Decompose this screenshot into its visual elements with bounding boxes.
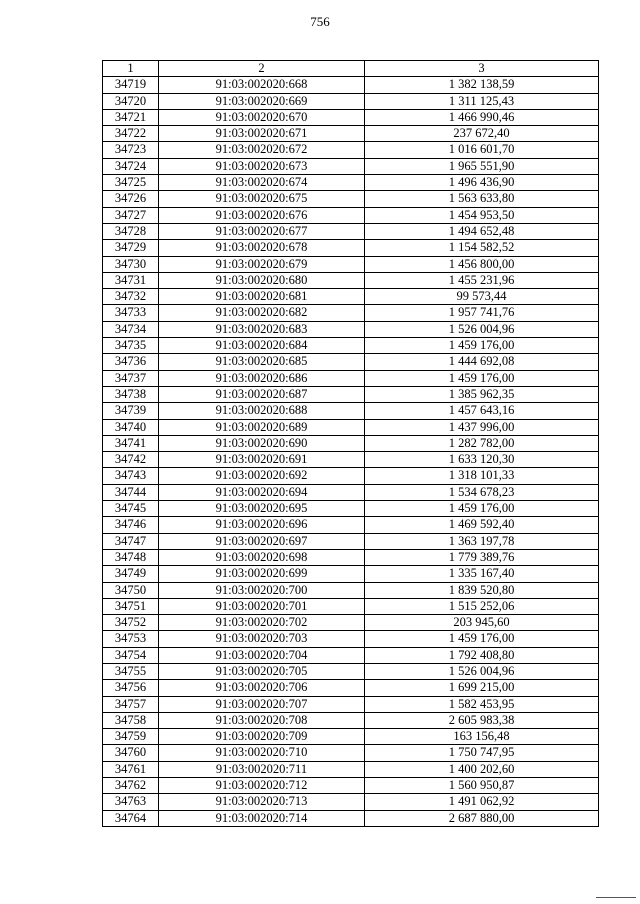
cadastral-number-cell: 91:03:002020:671 <box>159 126 365 142</box>
value-cell: 2 687 880,00 <box>365 810 599 826</box>
value-cell: 1 515 252,06 <box>365 598 599 614</box>
cadastral-number-cell: 91:03:002020:669 <box>159 93 365 109</box>
table-row <box>103 256 599 272</box>
value-cell: 1 560 950,87 <box>365 778 599 794</box>
row-number-cell: 34748 <box>103 549 159 565</box>
cadastral-number-cell: 91:03:002020:711 <box>159 761 365 777</box>
table-row <box>103 435 599 451</box>
cadastral-number-cell: 91:03:002020:674 <box>159 175 365 191</box>
row-number-cell: 34739 <box>103 403 159 419</box>
value-cell: 1 016 601,70 <box>365 142 599 158</box>
value-cell: 1 534 678,23 <box>365 484 599 500</box>
table-row <box>103 126 599 142</box>
row-number-cell: 34750 <box>103 582 159 598</box>
cadastral-number-cell: 91:03:002020:712 <box>159 778 365 794</box>
cadastral-number-cell: 91:03:002020:696 <box>159 517 365 533</box>
value-cell: 1 582 453,95 <box>365 696 599 712</box>
row-number-cell: 34721 <box>103 109 159 125</box>
table-row <box>103 386 599 402</box>
cadastral-number-cell: 91:03:002020:680 <box>159 272 365 288</box>
cadastral-number-cell: 91:03:002020:672 <box>159 142 365 158</box>
value-cell: 1 466 990,46 <box>365 109 599 125</box>
value-cell: 1 496 436,90 <box>365 175 599 191</box>
page-number: 756 <box>310 14 330 29</box>
column-header-1: 1 <box>103 61 159 77</box>
cadastral-number-cell: 91:03:002020:676 <box>159 207 365 223</box>
value-cell: 1 456 800,00 <box>365 256 599 272</box>
row-number-cell: 34731 <box>103 272 159 288</box>
table-row <box>103 191 599 207</box>
cadastral-number-cell: 91:03:002020:709 <box>159 729 365 745</box>
row-number-cell: 34756 <box>103 680 159 696</box>
value-cell: 1 385 962,35 <box>365 386 599 402</box>
value-cell: 1 459 176,00 <box>365 501 599 517</box>
value-cell: 99 573,44 <box>365 289 599 305</box>
row-number-cell: 34723 <box>103 142 159 158</box>
value-cell: 1 699 215,00 <box>365 680 599 696</box>
cadastral-number-cell: 91:03:002020:700 <box>159 582 365 598</box>
value-cell: 1 491 062,92 <box>365 794 599 810</box>
row-number-cell: 34755 <box>103 663 159 679</box>
value-cell: 1 633 120,30 <box>365 452 599 468</box>
table-row <box>103 403 599 419</box>
cadastral-number-cell: 91:03:002020:702 <box>159 615 365 631</box>
value-cell: 1 563 633,80 <box>365 191 599 207</box>
table-row <box>103 517 599 533</box>
cadastral-number-cell: 91:03:002020:681 <box>159 289 365 305</box>
table-row <box>103 680 599 696</box>
value-cell: 1 459 176,00 <box>365 370 599 386</box>
row-number-cell: 34738 <box>103 386 159 402</box>
row-number-cell: 34722 <box>103 126 159 142</box>
value-cell: 237 672,40 <box>365 126 599 142</box>
row-number-cell: 34719 <box>103 77 159 93</box>
value-cell: 1 363 197,78 <box>365 533 599 549</box>
cadastral-number-cell: 91:03:002020:670 <box>159 109 365 125</box>
value-cell: 1 382 138,59 <box>365 77 599 93</box>
table-row <box>103 582 599 598</box>
row-number-cell: 34744 <box>103 484 159 500</box>
row-number-cell: 34757 <box>103 696 159 712</box>
row-number-cell: 34743 <box>103 468 159 484</box>
table-row <box>103 77 599 93</box>
row-number-cell: 34758 <box>103 712 159 728</box>
row-number-cell: 34759 <box>103 729 159 745</box>
table-row <box>103 93 599 109</box>
cadastral-number-cell: 91:03:002020:683 <box>159 321 365 337</box>
cadastral-number-cell: 91:03:002020:714 <box>159 810 365 826</box>
cadastral-number-cell: 91:03:002020:675 <box>159 191 365 207</box>
cadastral-number-cell: 91:03:002020:684 <box>159 338 365 354</box>
row-number-cell: 34751 <box>103 598 159 614</box>
value-cell: 1 957 741,76 <box>365 305 599 321</box>
table-row <box>103 663 599 679</box>
cadastral-number-cell: 91:03:002020:673 <box>159 158 365 174</box>
row-number-cell: 34747 <box>103 533 159 549</box>
cadastral-number-cell: 91:03:002020:687 <box>159 386 365 402</box>
cadastral-number-cell: 91:03:002020:703 <box>159 631 365 647</box>
table-row <box>103 778 599 794</box>
table-row <box>103 207 599 223</box>
cadastral-number-cell: 91:03:002020:689 <box>159 419 365 435</box>
table-row <box>103 631 599 647</box>
cadastral-number-cell: 91:03:002020:679 <box>159 256 365 272</box>
row-number-cell: 34735 <box>103 338 159 354</box>
value-cell: 1 400 202,60 <box>365 761 599 777</box>
row-number-cell: 34734 <box>103 321 159 337</box>
value-cell: 1 965 551,90 <box>365 158 599 174</box>
table-row <box>103 696 599 712</box>
cadastral-number-cell: 91:03:002020:704 <box>159 647 365 663</box>
table-row <box>103 533 599 549</box>
row-number-cell: 34727 <box>103 207 159 223</box>
cadastral-number-cell: 91:03:002020:697 <box>159 533 365 549</box>
table-row <box>103 240 599 256</box>
value-cell: 1 282 782,00 <box>365 435 599 451</box>
row-number-cell: 34733 <box>103 305 159 321</box>
value-cell: 1 444 692,08 <box>365 354 599 370</box>
value-cell: 1 437 996,00 <box>365 419 599 435</box>
table-row <box>103 305 599 321</box>
value-cell: 1 457 643,16 <box>365 403 599 419</box>
row-number-cell: 34745 <box>103 501 159 517</box>
table-header-row <box>103 61 599 77</box>
cadastral-number-cell: 91:03:002020:706 <box>159 680 365 696</box>
value-cell: 203 945,60 <box>365 615 599 631</box>
footer-rule <box>596 897 636 898</box>
table-row <box>103 223 599 239</box>
value-cell: 1 459 176,00 <box>365 631 599 647</box>
table-row <box>103 272 599 288</box>
value-cell: 1 454 953,50 <box>365 207 599 223</box>
value-cell: 1 318 101,33 <box>365 468 599 484</box>
row-number-cell: 34761 <box>103 761 159 777</box>
table-row <box>103 289 599 305</box>
table-row <box>103 175 599 191</box>
row-number-cell: 34764 <box>103 810 159 826</box>
value-cell: 1 779 389,76 <box>365 549 599 565</box>
value-cell: 2 605 983,38 <box>365 712 599 728</box>
value-cell: 1 455 231,96 <box>365 272 599 288</box>
table-row <box>103 598 599 614</box>
row-number-cell: 34728 <box>103 223 159 239</box>
cadastral-number-cell: 91:03:002020:678 <box>159 240 365 256</box>
table-row <box>103 566 599 582</box>
table-row <box>103 484 599 500</box>
row-number-cell: 34730 <box>103 256 159 272</box>
row-number-cell: 34725 <box>103 175 159 191</box>
row-number-cell: 34740 <box>103 419 159 435</box>
row-number-cell: 34720 <box>103 93 159 109</box>
value-cell: 1 154 582,52 <box>365 240 599 256</box>
registry-table <box>102 60 599 827</box>
cadastral-number-cell: 91:03:002020:690 <box>159 435 365 451</box>
table-row <box>103 647 599 663</box>
row-number-cell: 34760 <box>103 745 159 761</box>
cadastral-number-cell: 91:03:002020:691 <box>159 452 365 468</box>
row-number-cell: 34726 <box>103 191 159 207</box>
row-number-cell: 34754 <box>103 647 159 663</box>
cadastral-number-cell: 91:03:002020:686 <box>159 370 365 386</box>
row-number-cell: 34742 <box>103 452 159 468</box>
value-cell: 1 750 747,95 <box>365 745 599 761</box>
table-row <box>103 761 599 777</box>
value-cell: 1 469 592,40 <box>365 517 599 533</box>
table-row <box>103 745 599 761</box>
row-number-cell: 34753 <box>103 631 159 647</box>
table-row <box>103 615 599 631</box>
cadastral-number-cell: 91:03:002020:713 <box>159 794 365 810</box>
cadastral-number-cell: 91:03:002020:685 <box>159 354 365 370</box>
table-row <box>103 729 599 745</box>
value-cell: 1 459 176,00 <box>365 338 599 354</box>
value-cell: 1 311 125,43 <box>365 93 599 109</box>
value-cell: 1 526 004,96 <box>365 663 599 679</box>
value-cell: 1 839 520,80 <box>365 582 599 598</box>
row-number-cell: 34763 <box>103 794 159 810</box>
value-cell: 1 335 167,40 <box>365 566 599 582</box>
table-row <box>103 370 599 386</box>
cadastral-number-cell: 91:03:002020:677 <box>159 223 365 239</box>
cadastral-number-cell: 91:03:002020:710 <box>159 745 365 761</box>
table-row <box>103 468 599 484</box>
cadastral-number-cell: 91:03:002020:688 <box>159 403 365 419</box>
table-row <box>103 501 599 517</box>
table-row <box>103 142 599 158</box>
row-number-cell: 34737 <box>103 370 159 386</box>
row-number-cell: 34724 <box>103 158 159 174</box>
row-number-cell: 34749 <box>103 566 159 582</box>
row-number-cell: 34732 <box>103 289 159 305</box>
row-number-cell: 34762 <box>103 778 159 794</box>
table-row <box>103 794 599 810</box>
cadastral-number-cell: 91:03:002020:694 <box>159 484 365 500</box>
cadastral-number-cell: 91:03:002020:698 <box>159 549 365 565</box>
row-number-cell: 34746 <box>103 517 159 533</box>
table-row <box>103 549 599 565</box>
value-cell: 163 156,48 <box>365 729 599 745</box>
table-body <box>103 77 599 827</box>
value-cell: 1 494 652,48 <box>365 223 599 239</box>
cadastral-number-cell: 91:03:002020:701 <box>159 598 365 614</box>
table-row <box>103 338 599 354</box>
value-cell: 1 526 004,96 <box>365 321 599 337</box>
row-number-cell: 34729 <box>103 240 159 256</box>
table-row <box>103 810 599 826</box>
row-number-cell: 34752 <box>103 615 159 631</box>
row-number-cell: 34741 <box>103 435 159 451</box>
cadastral-number-cell: 91:03:002020:668 <box>159 77 365 93</box>
cadastral-number-cell: 91:03:002020:695 <box>159 501 365 517</box>
cadastral-number-cell: 91:03:002020:707 <box>159 696 365 712</box>
cadastral-number-cell: 91:03:002020:699 <box>159 566 365 582</box>
cadastral-number-cell: 91:03:002020:692 <box>159 468 365 484</box>
cadastral-number-cell: 91:03:002020:682 <box>159 305 365 321</box>
table-row <box>103 452 599 468</box>
column-header-2: 2 <box>159 61 365 77</box>
table-row <box>103 354 599 370</box>
table-row <box>103 321 599 337</box>
table-row <box>103 109 599 125</box>
cadastral-number-cell: 91:03:002020:708 <box>159 712 365 728</box>
value-cell: 1 792 408,80 <box>365 647 599 663</box>
table-row <box>103 712 599 728</box>
row-number-cell: 34736 <box>103 354 159 370</box>
table-row <box>103 158 599 174</box>
column-header-3: 3 <box>365 61 599 77</box>
table-row <box>103 419 599 435</box>
cadastral-number-cell: 91:03:002020:705 <box>159 663 365 679</box>
